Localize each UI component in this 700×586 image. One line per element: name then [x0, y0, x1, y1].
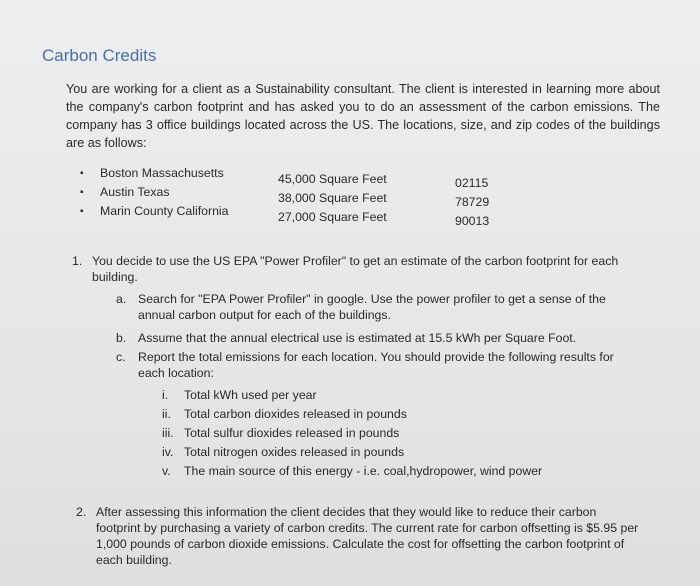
bullet-icon: ▪ — [80, 168, 84, 179]
building-location: Boston Massachusetts — [100, 166, 224, 180]
question-number: 2. — [76, 505, 87, 519]
sub-item-label: b. — [116, 331, 127, 345]
building-size: 27,000 Square Feet — [278, 210, 387, 224]
bullet-icon: ▪ — [80, 206, 84, 217]
roman-label: ii. — [162, 407, 171, 421]
building-list — [80, 166, 550, 228]
question-text: You decide to use the US EPA "Power Profiler" to get an estimate of the carbon footprint for each building. — [92, 254, 619, 284]
building-zip: 02115 — [455, 176, 489, 190]
page-title: Carbon Credits — [42, 46, 157, 65]
list-item-text: Total sulfur dioxides released in pounds — [184, 426, 400, 440]
list-item-text: Total kWh used per year — [184, 388, 317, 402]
question-number: 1. — [72, 254, 83, 268]
sub-item-label: c. — [116, 350, 126, 364]
question-text: After assessing this information the client decides that they would like to reduce their carbon footprint by purchasing a variety of carbon credits. The current rate for carbon offsetting is $5.95 per 1,000 pounds of carbon dioxide emissions. Calculate the cost for offsetting the carbon footprint of each building. — [96, 505, 639, 567]
building-zip: 90013 — [455, 214, 490, 228]
bullet-icon: ▪ — [80, 187, 84, 198]
building-size: 38,000 Square Feet — [278, 191, 387, 205]
sub-item-text: Search for "EPA Power Profiler" in google. Use the power profiler to get a sense of the annual carbon output for each of the buildings. — [138, 292, 606, 322]
list-item-text: Total carbon dioxides released in pounds — [184, 407, 407, 421]
building-size: 45,000 Square Feet — [278, 172, 387, 186]
roman-label: iv. — [162, 445, 174, 459]
list-item — [80, 185, 550, 209]
building-location: Austin Texas — [100, 185, 170, 199]
sub-item-text: Assume that the annual electrical use is estimated at 15.5 kWh per Square Foot. — [138, 331, 577, 345]
roman-label: i. — [162, 388, 169, 402]
sub-item-label: a. — [116, 292, 127, 306]
building-zip: 78729 — [455, 195, 490, 209]
list-item — [162, 387, 582, 406]
list-item-text: Total nitrogen oxides released in pounds — [184, 445, 405, 459]
intro-paragraph: You are working for a client as a Sustainability consultant. The client is interested in learning more about the company's carbon footprint and has asked you to do an assessment of the carbon emissions. The company has 3 office buildings located across the US. The locations, size, and zip codes of the buildings are as follows: — [66, 82, 660, 150]
list-item — [80, 166, 550, 190]
list-item — [162, 463, 582, 482]
list-item-text: The main source of this energy - i.e. coal,hydropower, wind power — [184, 464, 543, 478]
roman-label: iii. — [162, 426, 174, 440]
list-item — [80, 204, 550, 228]
list-item — [162, 425, 582, 444]
building-location: Marin County California — [100, 204, 229, 218]
result-list — [162, 387, 582, 482]
list-item — [162, 406, 582, 425]
list-item — [162, 444, 582, 463]
roman-label: v. — [162, 464, 171, 478]
sub-item-text: Report the total emissions for each location. You should provide the following results for each location: — [138, 350, 614, 380]
